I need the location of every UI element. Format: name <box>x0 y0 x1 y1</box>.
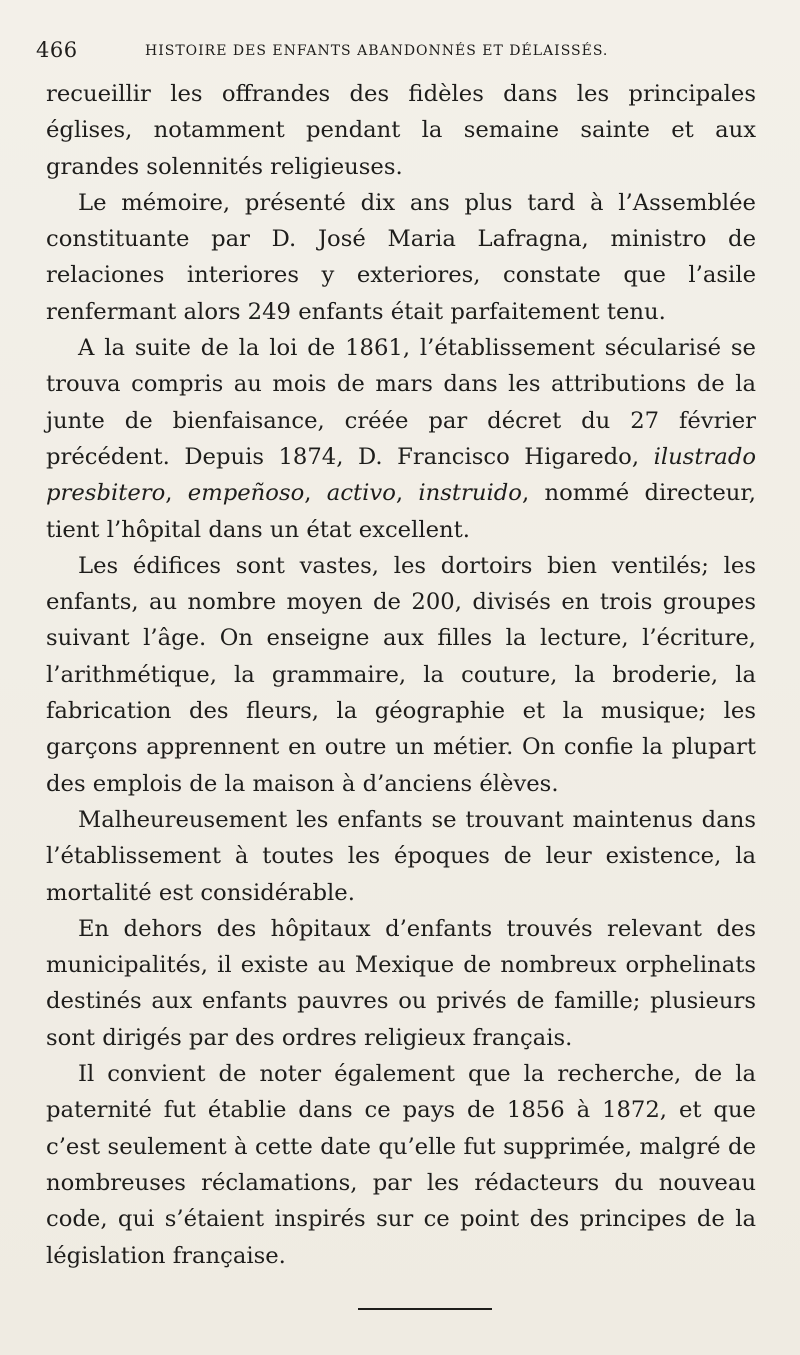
paragraph <box>46 330 756 548</box>
paragraph <box>46 76 756 185</box>
running-title: HISTOIRE DES ENFANTS ABANDONNÉS ET DÉLAISSÉS. <box>145 43 609 59</box>
paragraph <box>46 1056 756 1274</box>
paragraph <box>46 548 756 802</box>
body-text <box>46 76 756 1274</box>
text-segment: recueillir les offrandes des fidèles dans les principales églises, notamment pendant la semaine sainte et aux grandes solennités religieuses. <box>46 81 756 180</box>
text-segment: , <box>165 480 188 507</box>
text-segment: Le mémoire, présenté dix ans plus tard à l’Assemblée constituante par D. José Maria Lafragna, ministro de relaciones interiores y exteriores, constate que l’asile renfermant alors 249 enfants était parfaitement tenu. <box>46 189 756 325</box>
paragraph <box>46 911 756 1056</box>
text-segment: Les édifices sont vastes, les dortoirs bien ventilés; les enfants, au nombre moyen de 200, divisés en trois groupes suivant l’âge. On enseigne aux filles la lecture, l’écriture, l’arithmétique, la grammaire, la couture, la broderie, la fabrication des fleurs, la géographie et la musique; les garçons apprennent en outre un métier. On confie la plupart des emplois de la maison à d’anciens élèves. <box>46 552 756 797</box>
page-number: 466 <box>36 38 78 62</box>
paragraph <box>46 185 756 330</box>
text-segment: , <box>395 480 419 507</box>
end-rule <box>358 1308 492 1310</box>
text-segment: Il convient de noter également que la recherche, de la paternité fut établie dans ce pays de 1856 à 1872, et que c’est seulement à cette date qu’elle fut supprimée, malgré de nombreuses réclamations, par les rédacteurs du nouveau code, qui s’étaient inspirés sur ce point des principes de la législation française. <box>46 1061 756 1269</box>
text-segment: , nommé directeur, tient l’hôpital dans un état excellent. <box>46 480 756 543</box>
page-header <box>36 38 756 68</box>
italic-phrase: activo <box>326 480 396 507</box>
text-segment: Malheureusement les enfants se trouvant maintenus dans l’établissement à toutes les époques de leur existence, la mortalité est considérable. <box>46 806 756 906</box>
italic-phrase: ilustrado presbitero <box>46 443 756 507</box>
italic-phrase: instruido <box>418 480 522 507</box>
text-segment: A la suite de la loi de 1861, l’établissement sécularisé se trouva compris au mois de mars dans les attributions de la junte de bienfaisance, créée par décret du 27 février précédent. Depuis 1874, D. Francisco Higaredo, <box>46 335 756 470</box>
paragraph <box>46 802 756 911</box>
text-segment: , <box>304 480 327 507</box>
text-segment: En dehors des hôpitaux d’enfants trouvés relevant des municipalités, il existe au Mexique de nombreux orphelinats destinés aux enfants pauvres ou privés de famille; plusieurs sont dirigés par des ordres religieux français. <box>46 915 756 1051</box>
italic-phrase: empeñoso <box>187 480 305 507</box>
